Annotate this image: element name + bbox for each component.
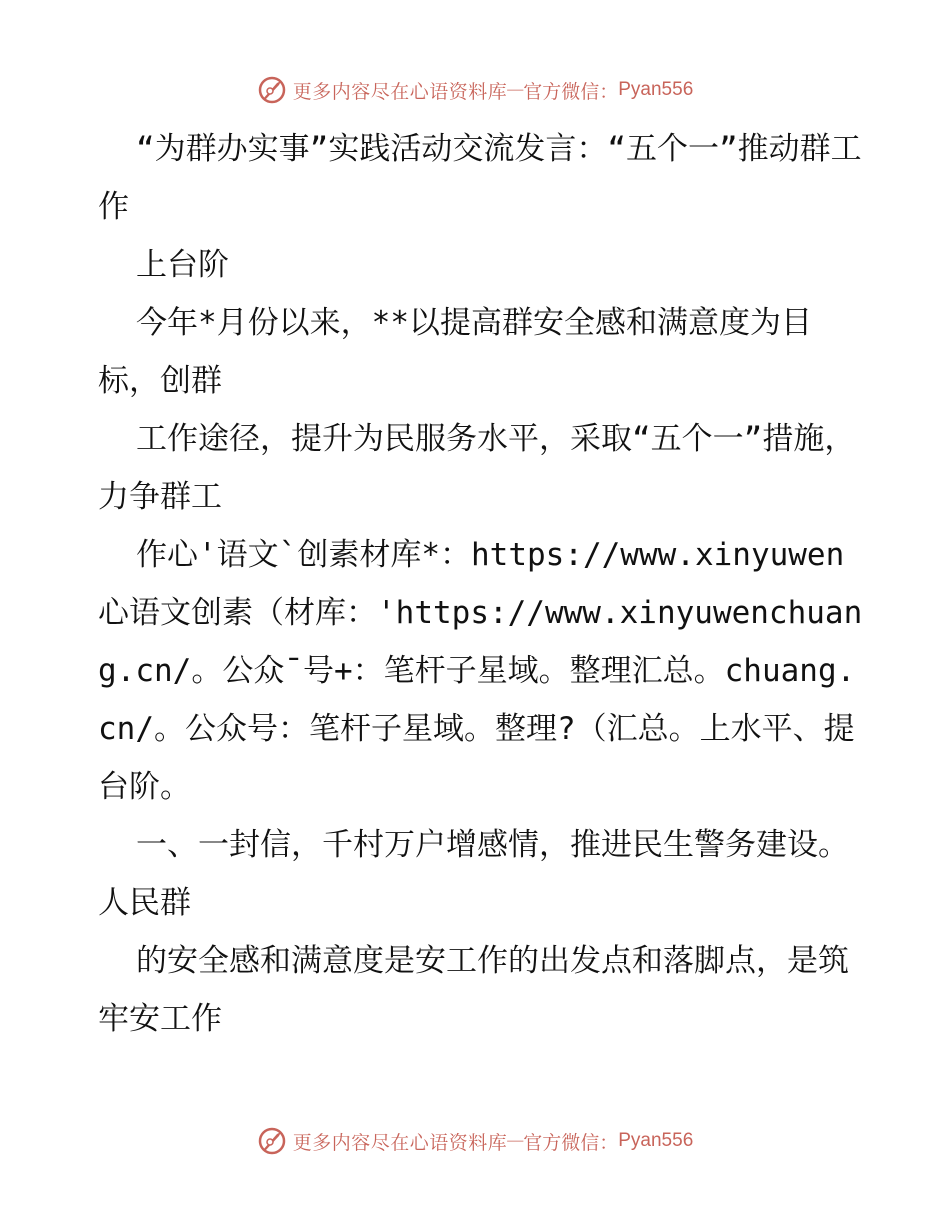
brush-logo-icon	[257, 75, 287, 105]
paragraph-intro: 今年*月份以来，**以提高群安全感和满意度为目标，创群	[98, 305, 812, 399]
paragraph-section-one-body: 的安全感和满意度是安工作的出发点和落脚点，是筑牢安工作	[98, 943, 849, 1037]
brush-logo-icon	[257, 1126, 287, 1156]
paragraph-section-one: 一、一封信，千村万户增感情，推进民生警务建设。人民群	[98, 827, 849, 921]
footer-watermark	[0, 1121, 950, 1161]
watermark-site-text: 更多内容尽在心语资料库	[292, 81, 508, 103]
paragraph-source-note: 作心'语文`创素材库*：https://www.xinyuwen心语文创素（材库：'https://www.xinyuwenchuang.cn/。公众¯号+：笔杆子星域。整理汇总。chuang.cn/。公众号：笔杆子星域。整理?（汇总。上水平、提台阶。	[98, 537, 863, 805]
header-watermark	[0, 70, 950, 110]
watermark-separator: —	[507, 81, 524, 98]
paragraph-title-continued: 上台阶	[136, 247, 229, 283]
paragraph-title: “为群办实事”实践活动交流发言：“五个一”推动群工作	[98, 131, 862, 225]
watermark-wechat-id: Pyan556	[618, 79, 694, 100]
paragraph-measures: 工作途径，提升为民服务水平，采取“五个一”措施，力争群工	[98, 421, 856, 515]
watermark-official-label: 官方微信：	[523, 1132, 619, 1154]
watermark-wechat-id: Pyan556	[618, 1130, 694, 1151]
document-body	[98, 120, 868, 1048]
watermark-site-text: 更多内容尽在心语资料库	[292, 1132, 508, 1154]
watermark-separator: —	[507, 1132, 524, 1149]
watermark-official-label: 官方微信：	[523, 81, 619, 103]
